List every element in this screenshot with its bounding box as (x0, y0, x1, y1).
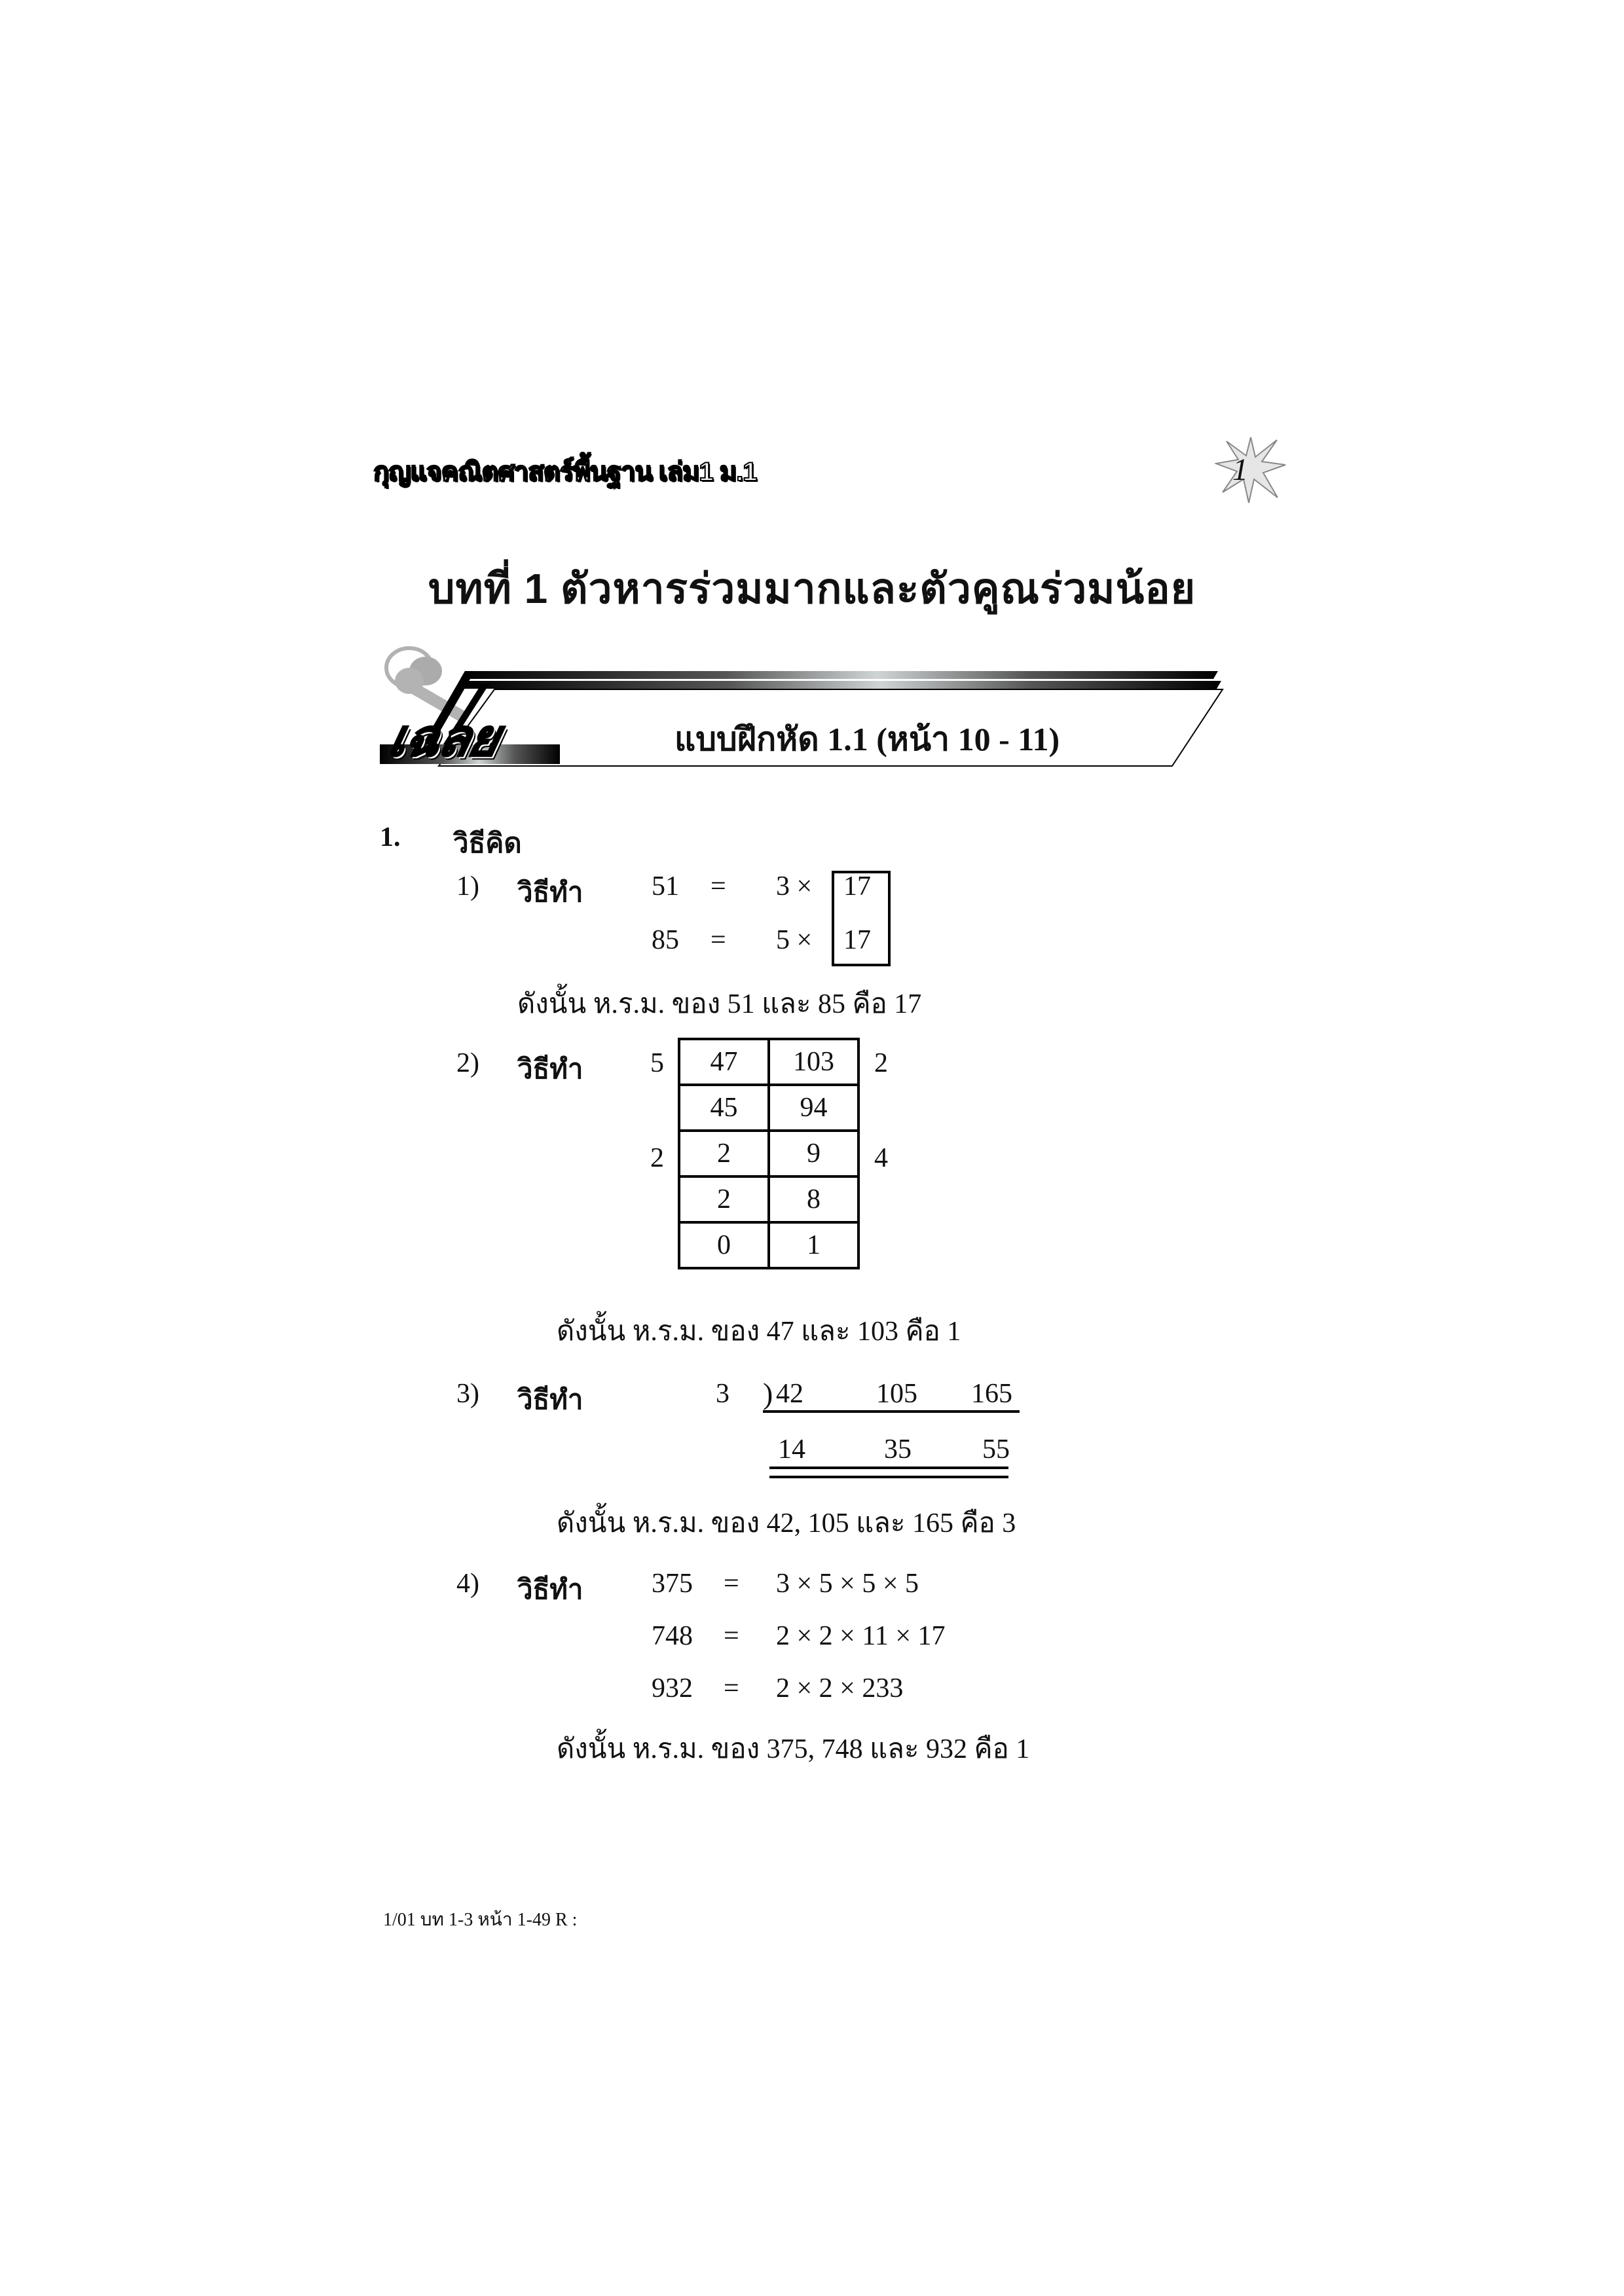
table-row (679, 1039, 858, 1085)
item-4-number: 4) (456, 1569, 479, 1599)
item-2-right-divisor-1: 2 (874, 1048, 888, 1078)
item-1-row-2-factor: 5 × (776, 925, 813, 955)
table-row (679, 1085, 858, 1131)
page-number: 1 (1232, 452, 1248, 487)
item-4-row-2-rhs: 2 × 2 × 11 × 17 (776, 1621, 946, 1651)
item-4-row-3-rhs: 2 × 2 × 233 (776, 1673, 904, 1704)
division-bracket: ) (763, 1377, 773, 1410)
table-row (679, 1131, 858, 1176)
item-3-number: 3) (456, 1379, 479, 1409)
item-2-left-divisor-2: 2 (650, 1143, 664, 1173)
page-badge-star-icon (1215, 432, 1287, 504)
table-cell: 45 (679, 1085, 769, 1131)
item-2-method-label: วิธีทำ (517, 1055, 583, 1085)
euclid-table (678, 1038, 860, 1269)
item-1-row-2-eq: = (710, 925, 726, 955)
item-1-row-1-eq: = (710, 871, 726, 902)
item-3-method-label: วิธีทำ (517, 1385, 583, 1415)
table-row (679, 1176, 858, 1222)
item-1-row-1-boxed: 17 (843, 871, 871, 902)
item-4-row-3-eq: = (724, 1673, 739, 1704)
table-cell: 2 (679, 1176, 769, 1222)
table-cell: 2 (679, 1131, 769, 1176)
table-cell: 94 (769, 1085, 858, 1131)
item-3-dividend-2: 105 (876, 1379, 917, 1409)
item-1-row-2-boxed: 17 (843, 925, 871, 955)
item-3-divisor: 3 (716, 1379, 729, 1409)
item-4-row-2-eq: = (724, 1621, 739, 1651)
item-3-quotient-2: 35 (884, 1434, 912, 1465)
item-4-row-1-lhs: 375 (652, 1569, 693, 1599)
table-row (679, 1222, 858, 1268)
double-underline-bottom (769, 1476, 1008, 1478)
item-1-row-1-lhs: 51 (652, 871, 679, 902)
item-2-number: 2) (456, 1048, 479, 1078)
item-4-conclusion: ดังนั้น ห.ร.ม. ของ 375, 748 และ 932 คือ 1 (557, 1734, 1030, 1764)
item-1-gcd-box (832, 871, 891, 966)
answer-logo: เฉลย (383, 709, 504, 767)
item-1-number: 1) (456, 871, 479, 902)
item-1-conclusion: ดังนั้น ห.ร.ม. ของ 51 และ 85 คือ 17 (517, 989, 922, 1019)
question-number: 1. (380, 822, 401, 852)
double-underline-top (769, 1467, 1008, 1469)
item-3-dividend-3: 165 (971, 1379, 1012, 1409)
item-2-conclusion: ดังนั้น ห.ร.ม. ของ 47 และ 103 คือ 1 (557, 1317, 961, 1347)
running-header-book-title: กุญแจคณิตศาสตร์พื้นฐาน เล่ม1 ม.1 (373, 458, 757, 486)
exercise-title: แบบฝึกหัด 1.1 (หน้า 10 - 11) (674, 721, 1060, 757)
item-4-row-3-lhs: 932 (652, 1673, 693, 1704)
table-cell: 8 (769, 1176, 858, 1222)
item-4-method-label: วิธีทำ (517, 1575, 583, 1605)
item-1-method-label: วิธีทำ (517, 878, 583, 908)
item-4-row-1-rhs: 3 × 5 × 5 × 5 (776, 1569, 919, 1599)
table-cell: 47 (679, 1039, 769, 1085)
division-line (763, 1410, 1020, 1413)
item-3-quotient-3: 55 (982, 1434, 1010, 1465)
table-cell: 0 (679, 1222, 769, 1268)
item-3-conclusion: ดังนั้น ห.ร.ม. ของ 42, 105 และ 165 คือ 3 (557, 1508, 1016, 1539)
table-cell: 9 (769, 1131, 858, 1176)
table-cell: 103 (769, 1039, 858, 1085)
footer-print-info: 1/01 บท 1-3 หน้า 1-49 R : (383, 1910, 578, 1930)
question-label: วิธีคิด (453, 829, 522, 859)
item-4-row-1-eq: = (724, 1569, 739, 1599)
item-2-right-divisor-2: 4 (874, 1143, 888, 1173)
item-2-left-divisor-1: 5 (650, 1048, 664, 1078)
item-4-row-2-lhs: 748 (652, 1621, 693, 1651)
item-3-dividend-1: 42 (776, 1379, 803, 1409)
chapter-title: บทที่ 1 ตัวหารร่วมมากและตัวคูณร่วมน้อย (428, 565, 1196, 612)
table-cell: 1 (769, 1222, 858, 1268)
item-1-row-1-factor: 3 × (776, 871, 813, 902)
item-1-row-2-lhs: 85 (652, 925, 679, 955)
item-3-quotient-1: 14 (778, 1434, 805, 1465)
